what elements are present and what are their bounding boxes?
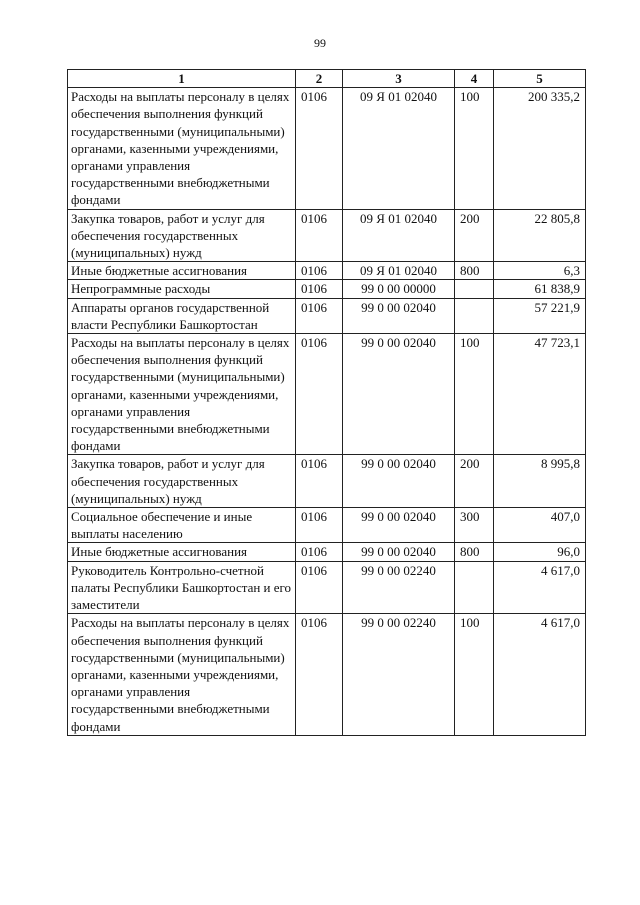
cell-amount: 8 995,8 [494,455,586,508]
table-row [68,262,586,280]
cell-section-code: 0106 [296,280,343,298]
table-row [68,561,586,614]
cell-amount: 96,0 [494,543,586,561]
cell-section-code: 0106 [296,614,343,735]
cell-section-code: 0106 [296,455,343,508]
cell-expense-type: 200 [455,455,494,508]
cell-amount: 47 723,1 [494,334,586,455]
table-header-row [68,70,586,88]
cell-expense-type: 100 [455,614,494,735]
cell-amount: 61 838,9 [494,280,586,298]
cell-target-article: 09 Я 01 02040 [343,209,455,262]
cell-target-article: 99 0 00 02040 [343,334,455,455]
cell-expense-name: Расходы на выплаты персоналу в целях обеспечения выполнения функций государственными (муниципальными) органами, казенными учреждениями, органами управления государственными внебюджетными фондами [68,88,296,209]
cell-expense-type [455,280,494,298]
cell-expense-name: Аппараты органов государственной власти Республики Башкортостан [68,298,296,333]
column-header-5: 5 [494,70,586,88]
cell-expense-name: Иные бюджетные ассигнования [68,262,296,280]
cell-expense-name: Иные бюджетные ассигнования [68,543,296,561]
cell-expense-name: Непрограммные расходы [68,280,296,298]
column-header-4: 4 [455,70,494,88]
cell-amount: 407,0 [494,508,586,543]
cell-expense-type [455,561,494,614]
table-row [68,298,586,333]
cell-section-code: 0106 [296,334,343,455]
cell-target-article: 99 0 00 02040 [343,455,455,508]
page-number: 99 [314,36,326,50]
cell-target-article: 99 0 00 02240 [343,561,455,614]
cell-target-article: 99 0 00 02040 [343,508,455,543]
cell-expense-type: 300 [455,508,494,543]
cell-expense-name: Расходы на выплаты персоналу в целях обеспечения выполнения функций государственными (муниципальными) органами, казенными учреждениями, органами управления государственными внебюджетными фондами [68,334,296,455]
table-row [68,209,586,262]
cell-section-code: 0106 [296,88,343,209]
cell-target-article: 09 Я 01 02040 [343,262,455,280]
cell-amount: 22 805,8 [494,209,586,262]
table-row [68,455,586,508]
cell-target-article: 99 0 00 02040 [343,298,455,333]
cell-expense-type [455,298,494,333]
cell-expense-name: Закупка товаров, работ и услуг для обеспечения государственных (муниципальных) нужд [68,209,296,262]
column-header-1: 1 [68,70,296,88]
cell-expense-name: Закупка товаров, работ и услуг для обеспечения государственных (муниципальных) нужд [68,455,296,508]
table-row [68,543,586,561]
cell-expense-type: 800 [455,543,494,561]
cell-section-code: 0106 [296,298,343,333]
cell-expense-type: 200 [455,209,494,262]
table-body [68,88,586,736]
cell-amount: 6,3 [494,262,586,280]
cell-expense-type: 100 [455,334,494,455]
table-row [68,280,586,298]
cell-section-code: 0106 [296,262,343,280]
cell-expense-name: Расходы на выплаты персоналу в целях обеспечения выполнения функций государственными (муниципальными) органами, казенными учреждениями, органами управления государственными внебюджетными фондами [68,614,296,735]
table-row [68,614,586,735]
cell-expense-name: Руководитель Контрольно-счетной палаты Республики Башкортостан и его заместители [68,561,296,614]
cell-amount: 57 221,9 [494,298,586,333]
cell-target-article: 99 0 00 00000 [343,280,455,298]
cell-section-code: 0106 [296,508,343,543]
column-header-3: 3 [343,70,455,88]
table-row [68,334,586,455]
table-row [68,88,586,209]
cell-expense-name: Социальное обеспечение и иные выплаты населению [68,508,296,543]
cell-section-code: 0106 [296,209,343,262]
cell-target-article: 09 Я 01 02040 [343,88,455,209]
cell-section-code: 0106 [296,561,343,614]
cell-amount: 4 617,0 [494,614,586,735]
cell-target-article: 99 0 00 02040 [343,543,455,561]
table-row [68,508,586,543]
cell-target-article: 99 0 00 02240 [343,614,455,735]
cell-expense-type: 800 [455,262,494,280]
cell-expense-type: 100 [455,88,494,209]
budget-table [67,69,586,736]
column-header-2: 2 [296,70,343,88]
cell-amount: 4 617,0 [494,561,586,614]
cell-section-code: 0106 [296,543,343,561]
cell-amount: 200 335,2 [494,88,586,209]
